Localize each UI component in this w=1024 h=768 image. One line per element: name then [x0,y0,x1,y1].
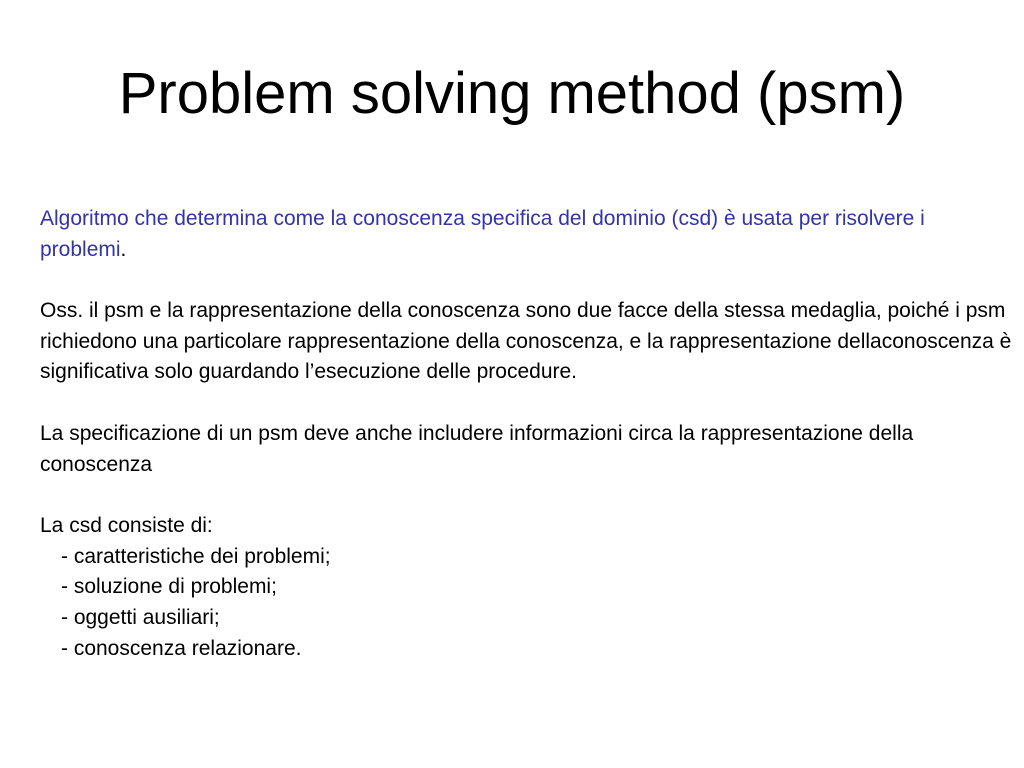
csd-list-item: - caratteristiche dei problemi; [61,544,331,568]
csd-list-item: - soluzione di problemi; [61,575,277,599]
csd-list-item: - oggetti ausiliari; [61,605,220,629]
csd-intro: La csd consiste di: [40,514,213,538]
csd-list-item: - conoscenza relazionare. [61,636,302,660]
csd-list [40,542,1015,664]
paragraph-spacer [40,265,1015,296]
definition-text: Algoritmo che determina come la conoscenza specifica del dominio (csd) è usata per risolvere i problemi [40,207,925,261]
slide-title: Problem solving method (psm) [118,61,906,126]
paragraph-spacer [40,480,1015,511]
observation-paragraph: Oss. il psm e la rappresentazione della conoscenza sono due facce della stessa medaglia, poiché i psm richiedono una particolare rappresentazione della conoscenza, e la rappresentazione dellaconoscenza è significativa solo guardando l’esecuzione delle procedure. [40,299,1012,384]
slide-body [40,204,1015,664]
definition-period: . [120,237,127,261]
paragraph-spacer [40,388,1015,419]
specification-paragraph: La specificazione di un psm deve anche includere informazioni circa la rappresentazione della conoscenza [40,421,914,476]
definition-paragraph [40,204,1015,265]
